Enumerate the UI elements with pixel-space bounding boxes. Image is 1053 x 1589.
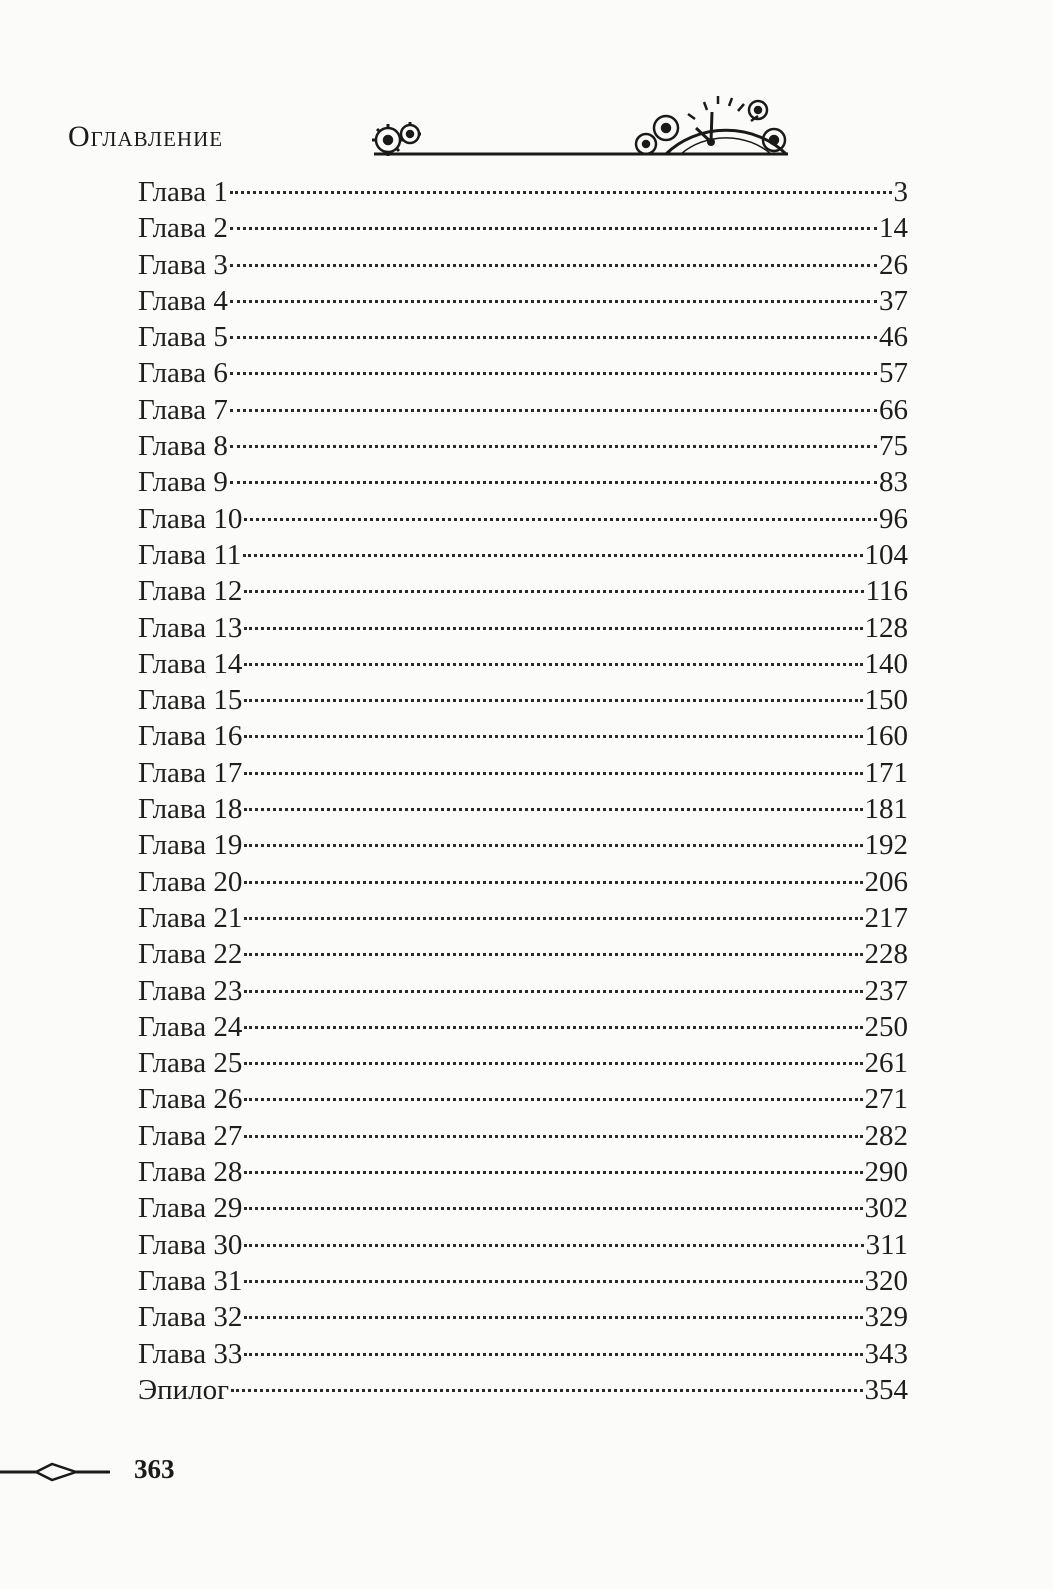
header-ornament [366, 82, 790, 160]
toc-entry-label: Глава 29 [138, 1192, 243, 1225]
toc-entry-label: Глава 30 [138, 1228, 243, 1261]
toc-entry-page: 250 [864, 1010, 908, 1043]
toc-entry-label: Глава 28 [138, 1156, 243, 1189]
toc-entry-page: 150 [864, 684, 908, 717]
toc-entry [138, 1372, 908, 1408]
toc-entry-page: 14 [879, 212, 908, 245]
dot-leader [244, 590, 863, 593]
dot-leader [244, 1062, 862, 1065]
toc-entry-label: Глава 2 [138, 212, 228, 245]
toc-entry [138, 1336, 908, 1372]
dot-leader [231, 1389, 862, 1392]
dot-leader [230, 372, 877, 375]
toc-entry-label: Глава 23 [138, 974, 243, 1007]
dot-leader [244, 627, 862, 630]
toc-entry [138, 537, 908, 573]
table-of-contents [138, 174, 908, 1408]
toc-entry-label: Глава 18 [138, 793, 243, 826]
toc-entry-label: Глава 32 [138, 1301, 243, 1334]
dot-leader [244, 1171, 862, 1174]
toc-entry-page: 140 [864, 647, 908, 680]
toc-entry-label: Глава 20 [138, 865, 243, 898]
toc-entry [138, 319, 908, 355]
dot-leader [244, 1280, 862, 1283]
toc-entry-label: Глава 22 [138, 938, 243, 971]
toc-entry [138, 1118, 908, 1154]
dot-leader [244, 1207, 862, 1210]
toc-entry [138, 973, 908, 1009]
toc-entry [138, 936, 908, 972]
toc-entry-page: 329 [864, 1301, 908, 1334]
toc-entry [138, 283, 908, 319]
dot-leader [230, 409, 877, 412]
dot-leader [244, 1098, 862, 1101]
toc-entry-label: Глава 9 [138, 466, 228, 499]
toc-entry-label: Глава 10 [138, 502, 243, 535]
page-title: Оглавление [68, 120, 224, 153]
dot-leader [244, 844, 862, 847]
toc-entry-page: 96 [879, 502, 908, 535]
dot-leader [244, 1026, 862, 1029]
toc-entry [138, 428, 908, 464]
toc-entry-page: 57 [879, 357, 908, 390]
toc-entry [138, 791, 908, 827]
toc-entry-label: Глава 8 [138, 430, 228, 463]
toc-entry-label: Глава 5 [138, 321, 228, 354]
toc-entry-page: 217 [864, 901, 908, 934]
dot-leader [230, 264, 877, 267]
toc-entry-label: Глава 25 [138, 1047, 243, 1080]
toc-entry-page: 171 [864, 756, 908, 789]
toc-entry-page: 104 [864, 538, 908, 571]
toc-entry [138, 1299, 908, 1335]
toc-entry [138, 464, 908, 500]
toc-entry-page: 128 [864, 611, 908, 644]
toc-entry-page: 290 [864, 1156, 908, 1189]
dot-leader [244, 917, 862, 920]
toc-entry [138, 682, 908, 718]
dot-leader [230, 481, 877, 484]
toc-entry-label: Глава 33 [138, 1337, 243, 1370]
toc-entry [138, 392, 908, 428]
toc-entry-label: Глава 17 [138, 756, 243, 789]
toc-entry-label: Глава 14 [138, 647, 243, 680]
toc-entry-page: 75 [879, 430, 908, 463]
dot-leader [243, 554, 862, 557]
clock-gears-icon [366, 82, 790, 160]
toc-entry [138, 355, 908, 391]
dot-leader [230, 445, 877, 448]
toc-entry-page: 302 [864, 1192, 908, 1225]
toc-entry [138, 1263, 908, 1299]
toc-entry-page: 354 [864, 1373, 908, 1406]
toc-entry [138, 210, 908, 246]
toc-entry [138, 610, 908, 646]
toc-entry [138, 1190, 908, 1226]
toc-entry [138, 1045, 908, 1081]
toc-entry-page: 206 [864, 865, 908, 898]
toc-entry-page: 160 [864, 720, 908, 753]
toc-entry-page: 192 [864, 829, 908, 862]
toc-entry [138, 501, 908, 537]
toc-entry-page: 343 [864, 1337, 908, 1370]
toc-entry [138, 646, 908, 682]
toc-entry [138, 900, 908, 936]
dot-leader [230, 191, 892, 194]
toc-entry-page: 37 [879, 284, 908, 317]
dot-leader [244, 953, 862, 956]
toc-entry-page: 228 [864, 938, 908, 971]
dot-leader [244, 1135, 862, 1138]
toc-entry-label: Глава 3 [138, 248, 228, 281]
toc-entry-page: 261 [864, 1047, 908, 1080]
toc-entry-label: Глава 11 [138, 538, 242, 571]
toc-entry-label: Глава 6 [138, 357, 228, 390]
dot-leader [244, 1353, 862, 1356]
toc-entry-page: 26 [879, 248, 908, 281]
toc-entry-page: 116 [865, 575, 908, 608]
toc-entry-page: 311 [865, 1228, 908, 1261]
toc-entry [138, 1009, 908, 1045]
toc-entry-label: Глава 19 [138, 829, 243, 862]
toc-entry-page: 271 [864, 1083, 908, 1116]
toc-entry-label: Глава 27 [138, 1119, 243, 1152]
toc-entry-label: Глава 4 [138, 284, 228, 317]
toc-entry-label: Глава 7 [138, 393, 228, 426]
toc-entry [138, 247, 908, 283]
toc-entry [138, 174, 908, 210]
toc-entry-label: Глава 16 [138, 720, 243, 753]
toc-entry-page: 181 [864, 793, 908, 826]
toc-entry [138, 827, 908, 863]
toc-entry-label: Глава 12 [138, 575, 243, 608]
toc-entry-label: Глава 13 [138, 611, 243, 644]
toc-entry [138, 1227, 908, 1263]
toc-entry-page: 66 [879, 393, 908, 426]
toc-entry [138, 864, 908, 900]
toc-entry-page: 320 [864, 1264, 908, 1297]
toc-entry-label: Глава 15 [138, 684, 243, 717]
dot-leader [244, 518, 877, 521]
dot-leader [244, 663, 862, 666]
dot-leader [244, 772, 862, 775]
toc-entry [138, 718, 908, 754]
toc-entry [138, 573, 908, 609]
toc-entry-page: 83 [879, 466, 908, 499]
toc-entry [138, 755, 908, 791]
dot-leader [244, 1316, 862, 1319]
dot-leader [230, 300, 877, 303]
dot-leader [244, 990, 862, 993]
dot-leader [230, 336, 877, 339]
dot-leader [230, 227, 877, 230]
dot-leader [244, 699, 862, 702]
toc-entry-page: 46 [879, 321, 908, 354]
toc-entry-label: Глава 26 [138, 1083, 243, 1116]
toc-entry [138, 1154, 908, 1190]
toc-entry-page: 3 [893, 176, 908, 208]
toc-entry-page: 237 [864, 974, 908, 1007]
toc-entry [138, 1081, 908, 1117]
footer-ornament-icon [0, 1460, 112, 1484]
page-number: 363 [134, 1454, 175, 1484]
dot-leader [244, 881, 862, 884]
toc-entry-page: 282 [864, 1119, 908, 1152]
dot-leader [244, 735, 862, 738]
dot-leader [244, 1244, 863, 1247]
toc-entry-label: Глава 31 [138, 1264, 243, 1297]
toc-entry-label: Эпилог [138, 1373, 230, 1406]
toc-entry-label: Глава 24 [138, 1010, 243, 1043]
dot-leader [244, 808, 862, 811]
toc-entry-label: Глава 1 [138, 176, 228, 208]
toc-entry-label: Глава 21 [138, 901, 243, 934]
